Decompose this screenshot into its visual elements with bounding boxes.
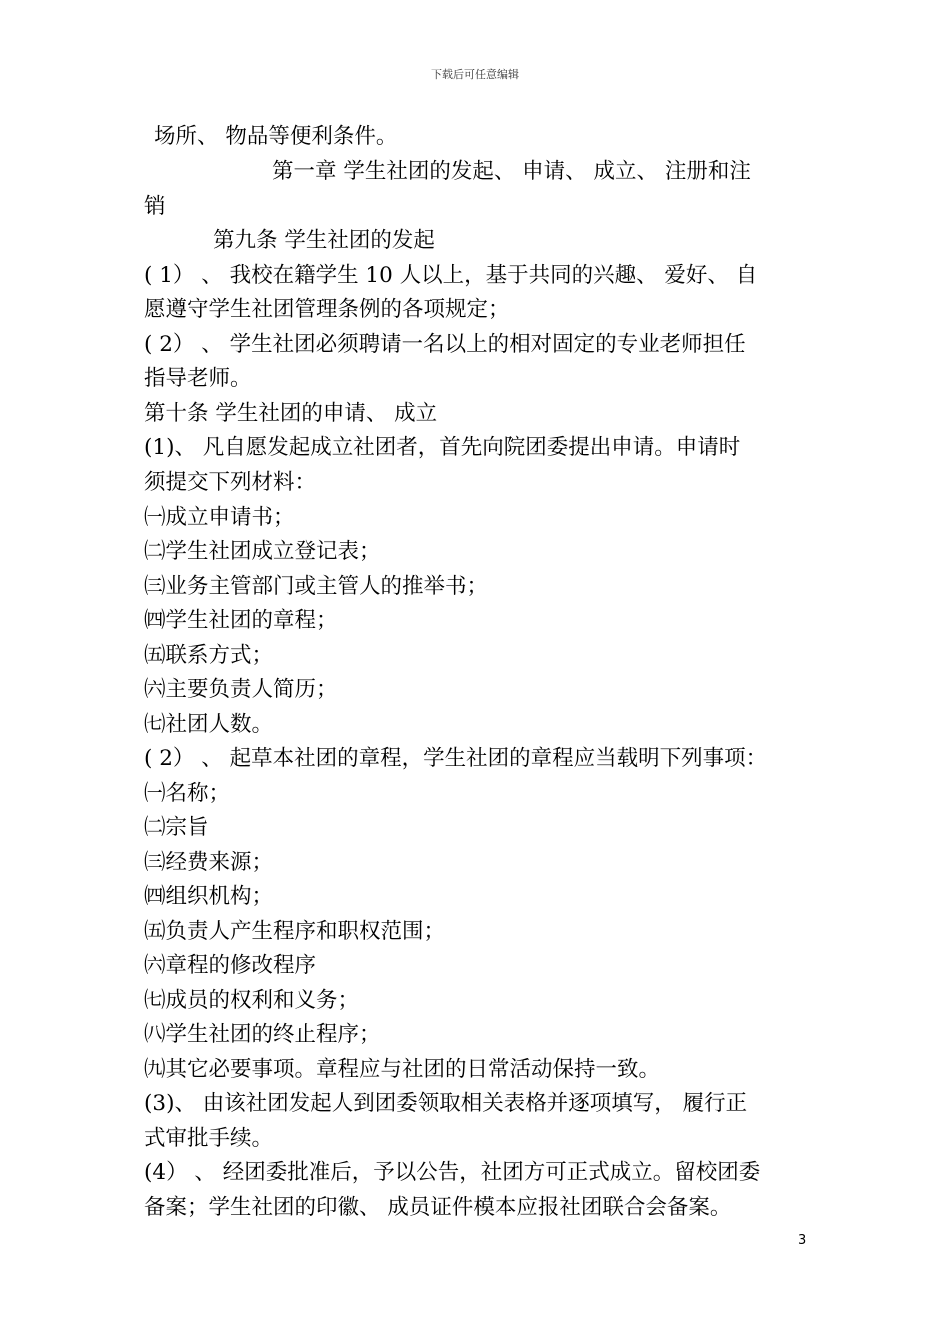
text-line: ( 2） 、 起草本社团的章程，学生社团的章程应当载明下列事项： bbox=[144, 746, 768, 771]
chapter-heading: 第一章 学生社团的发起、 申请、 成立、 注册和注 bbox=[272, 159, 751, 184]
list-item: ㈦社团人数。 bbox=[144, 712, 274, 737]
list-item: ㈠名称； bbox=[144, 781, 231, 806]
text-line: 销 bbox=[144, 194, 166, 219]
list-item: ㈤负责人产生程序和职权范围； bbox=[144, 919, 446, 944]
list-item: ㈦成员的权利和义务； bbox=[144, 988, 360, 1013]
list-item: ㈥章程的修改程序 bbox=[144, 953, 317, 978]
list-item: ㈠成立申请书； bbox=[144, 505, 295, 530]
text-line: (3)、 由该社团发起人到团委领取相关表格并逐项填写， 履行正 bbox=[144, 1091, 748, 1116]
text-line: 式审批手续。 bbox=[144, 1126, 274, 1151]
list-item: ㈨其它必要事项。章程应与社团的日常活动保持一致。 bbox=[144, 1057, 661, 1082]
text-line: ( 2） 、 学生社团必须聘请一名以上的相对固定的专业老师担任 bbox=[144, 332, 746, 357]
list-item: ㈢经费来源； bbox=[144, 850, 274, 875]
text-line: 指导老师。 bbox=[144, 366, 252, 391]
text-line: 须提交下列材料： bbox=[144, 470, 317, 495]
page-number: 3 bbox=[798, 1233, 807, 1248]
text-line: 愿遵守学生社团管理条例的各项规定； bbox=[144, 297, 510, 322]
list-item: ㈣学生社团的章程； bbox=[144, 608, 338, 633]
text-line: (4） 、 经团委批准后，予以公告，社团方可正式成立。留校团委 bbox=[144, 1160, 761, 1185]
list-item: ㈥主要负责人简历； bbox=[144, 677, 338, 702]
list-item: ㈢业务主管部门或主管人的推举书； bbox=[144, 574, 489, 599]
text-line: ( 1） 、 我校在籍学生 10 人以上，基于共同的兴趣、 爱好、 自 bbox=[144, 263, 758, 288]
list-item: ㈧学生社团的终止程序； bbox=[144, 1022, 381, 1047]
article-heading: 第九条 学生社团的发起 bbox=[213, 228, 435, 253]
article-heading: 第十条 学生社团的申请、 成立 bbox=[144, 401, 438, 426]
text-line: (1)、 凡自愿发起成立社团者，首先向院团委提出申请。申请时 bbox=[144, 435, 741, 460]
list-item: ㈤联系方式； bbox=[144, 643, 274, 668]
list-item: ㈡宗旨 bbox=[144, 815, 209, 840]
page-header: 下载后可任意编辑 bbox=[431, 68, 519, 81]
text-line: 场所、 物品等便利条件。 bbox=[154, 124, 398, 149]
text-line: 备案；学生社团的印徽、 成员证件模本应报社团联合会备案。 bbox=[144, 1195, 732, 1220]
list-item: ㈡学生社团成立登记表； bbox=[144, 539, 381, 564]
list-item: ㈣组织机构； bbox=[144, 884, 274, 909]
